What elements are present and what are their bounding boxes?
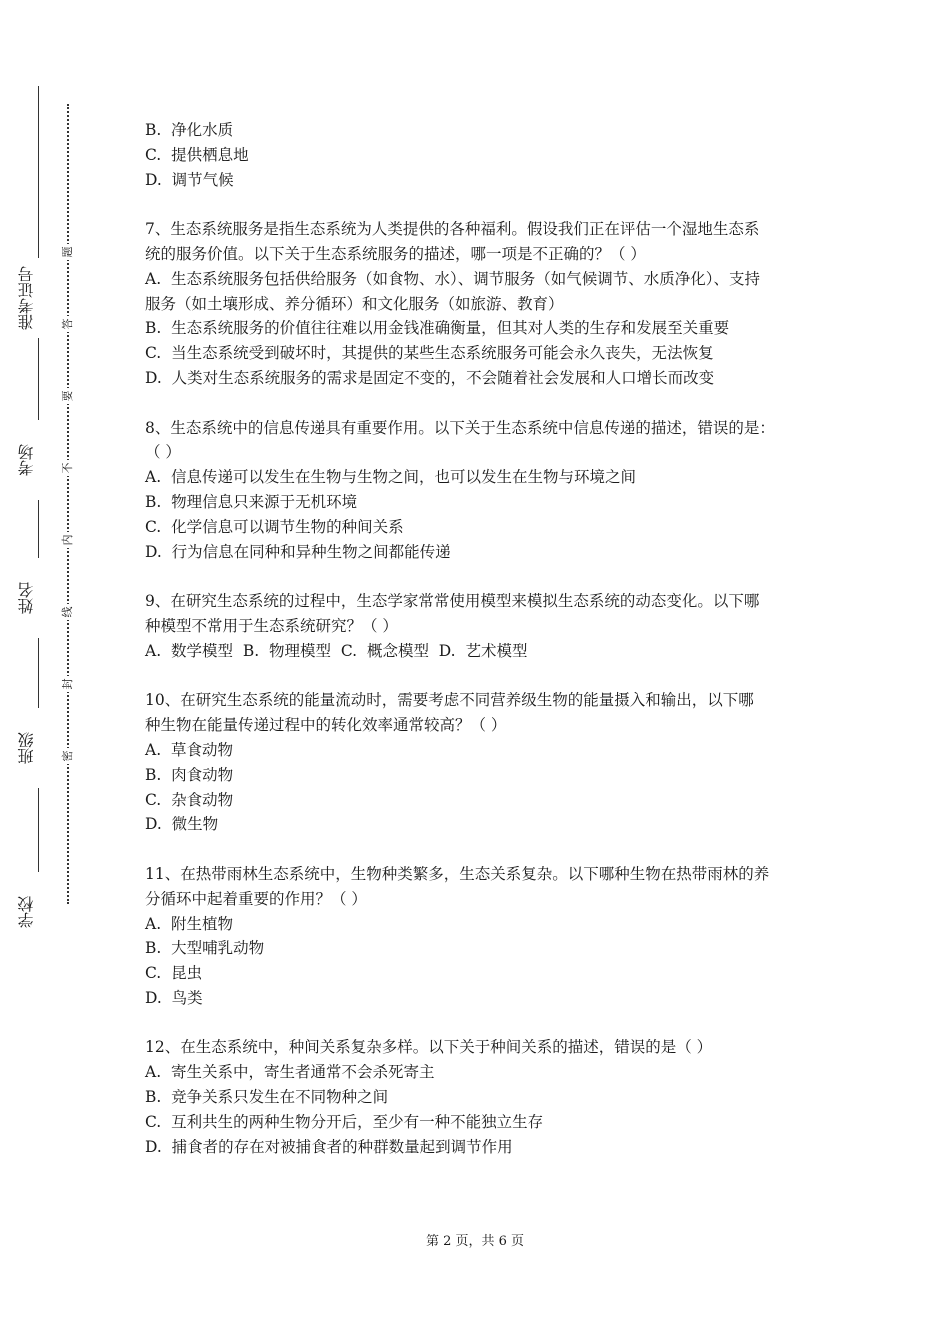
option-c: C. 化学信息可以调节生物的种间关系 bbox=[145, 517, 404, 536]
class-label: 班级 bbox=[15, 708, 39, 788]
option-b: B. 净化水质 bbox=[145, 121, 234, 139]
previous-question-options bbox=[145, 118, 817, 192]
option-c: C. 当生态系统受到破坏时，其提供的某些生态系统服务可能会永久丧失，无法恢复 bbox=[145, 344, 714, 363]
question-stem: （ ） bbox=[145, 443, 181, 462]
question-8 bbox=[145, 416, 817, 565]
question-11 bbox=[145, 862, 817, 1011]
exam-room-label: 考场 bbox=[15, 420, 39, 500]
option-d: D. 捕食者的存在对被捕食者的种群数量起到调节作用 bbox=[145, 1137, 513, 1156]
name-label: 姓名 bbox=[15, 558, 39, 638]
question-stem: 7、生态系统服务是指生态系统为人类提供的各种福利。假设我们正在评估一个湿地生态系 bbox=[145, 220, 760, 239]
seal-char: 要 bbox=[60, 388, 76, 404]
option-a: A. 生态系统服务包括供给服务（如食物、水）、调节服务（如气候调节、水质净化）、支持 bbox=[145, 269, 760, 288]
question-7 bbox=[145, 217, 817, 391]
option-b: B. 竞争关系只发生在不同物种之间 bbox=[145, 1088, 389, 1107]
option-b: B. 物理信息只来源于无机环境 bbox=[145, 492, 358, 511]
option-b: B. 肉食动物 bbox=[145, 765, 234, 784]
question-stem: 9、在研究生态系统的过程中，生态学家常常使用模型来模拟生态系统的动态变化。以下哪 bbox=[145, 592, 760, 611]
option-c: C. 杂食动物 bbox=[145, 790, 234, 809]
seal-dotted-line bbox=[67, 104, 69, 904]
question-stem: 11、在热带雨林生态系统中，生物种类繁多，生态关系复杂。以下哪种生物在热带雨林的养 bbox=[145, 864, 770, 883]
option-a: A. 附生植物 bbox=[145, 914, 233, 933]
question-10 bbox=[145, 688, 817, 837]
option-a-continued: 服务（如土壤形成、养分循环）和文化服务（如旅游、教育） bbox=[145, 294, 564, 313]
question-stem: 种模型不常用于生态系统研究？（ ） bbox=[145, 616, 398, 635]
exam-id-label: 准考证号 bbox=[15, 258, 39, 338]
option-a: A. 寄生关系中，寄生者通常不会杀死寄主 bbox=[145, 1063, 435, 1082]
option-c: C. 互利共生的两种生物分开后，至少有一种不能独立生存 bbox=[145, 1112, 544, 1131]
option-a: A. 草食动物 bbox=[145, 740, 233, 759]
question-stem: 10、在研究生态系统的能量流动时，需要考虑不同营养级生物的能量摄入和输出，以下哪 bbox=[145, 691, 754, 710]
question-content bbox=[145, 118, 817, 1159]
seal-char: 封 bbox=[60, 676, 76, 692]
options-inline: A. 数学模型 B. 物理模型 C. 概念模型 D. 艺术模型 bbox=[145, 641, 528, 660]
question-9 bbox=[145, 589, 817, 663]
option-c: C. 昆虫 bbox=[145, 964, 203, 983]
option-b: B. 大型哺乳动物 bbox=[145, 939, 265, 958]
seal-char: 密 bbox=[60, 748, 76, 764]
question-stem: 种生物在能量传递过程中的转化效率通常较高？（ ） bbox=[145, 716, 507, 735]
question-stem: 12、在生态系统中，种间关系复杂多样。以下关于种间关系的描述，错误的是（ ） bbox=[145, 1038, 713, 1057]
seal-char: 答 bbox=[60, 316, 76, 332]
question-12 bbox=[145, 1035, 817, 1159]
question-stem: 统的服务价值。以下关于生态系统服务的描述，哪一项是不正确的？（ ） bbox=[145, 244, 646, 263]
option-d: D. 调节气候 bbox=[145, 170, 234, 189]
option-d: D. 人类对生态系统服务的需求是固定不变的，不会随着社会发展和人口增长而改变 bbox=[145, 368, 715, 387]
option-a: A. 信息传递可以发生在生物与生物之间，也可以发生在生物与环境之间 bbox=[145, 468, 636, 487]
seal-char: 不 bbox=[60, 460, 76, 476]
option-b: B. 生态系统服务的价值往往难以用金钱准确衡量，但其对人类的生存和发展至关重要 bbox=[145, 319, 730, 338]
question-stem: 8、生态系统中的信息传递具有重要作用。以下关于生态系统中信息传递的描述，错误的是： bbox=[145, 418, 775, 437]
question-stem: 分循环中起着重要的作用？（ ） bbox=[145, 889, 367, 908]
seal-char: 题 bbox=[60, 244, 76, 260]
option-d: D. 微生物 bbox=[145, 815, 219, 834]
school-label: 学校 bbox=[15, 872, 39, 952]
option-c: C. 提供栖息地 bbox=[145, 145, 249, 164]
seal-char: 线 bbox=[60, 604, 76, 620]
page-number-footer: 第 2 页，共 6 页 bbox=[425, 1234, 525, 1249]
option-d: D. 行为信息在同种和异种生物之间都能传递 bbox=[145, 542, 451, 561]
option-d: D. 鸟类 bbox=[145, 988, 203, 1007]
seal-char: 内 bbox=[60, 532, 76, 548]
